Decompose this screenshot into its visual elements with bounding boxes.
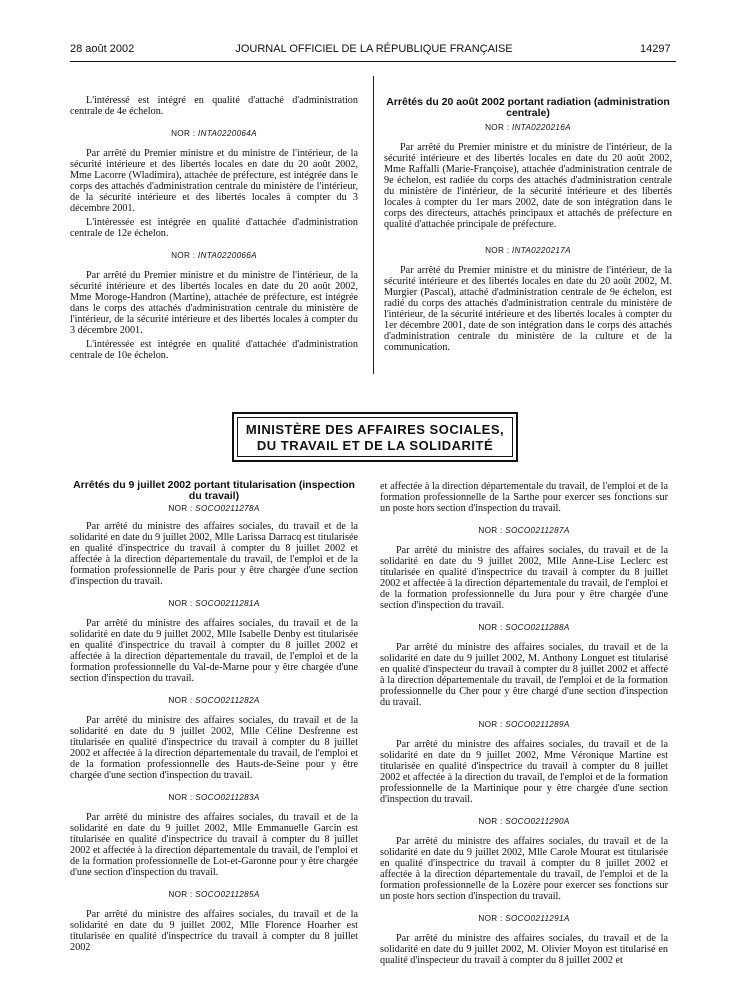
section-title: Arrêtés du 20 août 2002 portant radiation (administration centrale) bbox=[386, 96, 670, 119]
paragraph: et affectée à la direction départementale du travail, de l'emploi et de la formation professionnelle de la Sarthe pour exercer ses fonctions sur un poste hors section d'inspection du travail. bbox=[380, 481, 668, 514]
nor-reference: NOR : SOCO0211285A bbox=[168, 890, 260, 899]
paragraph: L'intéressée est intégrée en qualité d'attachée d'administration centrale de 12e échelon. bbox=[70, 217, 358, 239]
paragraph: Par arrêté du ministre des affaires sociales, du travail et de la solidarité en date du 9 juillet 2002, M. Olivier Moyon est titularisé en qualité d'inspecteur du travail à compter du 8 juillet 2002 et bbox=[380, 933, 668, 966]
paragraph: Par arrêté du Premier ministre et du ministre de l'intérieur, de la sécurité intérieure et des libertés locales en date du 20 août 2002, Mme Lacorre (Wladimira), attachée de préfecture, est intégrée dans le corps des attachés d'administration centrale du ministère de l'intérieur, de la sécurité intérieure et des libertés locales à compter du 3 décembre 2001. bbox=[70, 148, 358, 214]
bottom-left-column bbox=[70, 480, 358, 956]
ministry-name-line-2: DU TRAVAIL ET DE LA SOLIDARITÉ bbox=[256, 438, 494, 453]
paragraph: Par arrêté du ministre des affaires sociales, du travail et de la solidarité en date du 9 juillet 2002, Mlle Larissa Darracq est titularisée en qualité d'inspectrice du travail à compter du 8 juillet 2002 et affectée à la direction départementale du travail, de l'emploi et de la formation professionnelle de Paris pour y être chargée d'une section d'inspection du travail. bbox=[70, 521, 358, 587]
paragraph: L'intéressé est intégré en qualité d'attaché d'administration centrale de 4e échelon. bbox=[70, 95, 358, 117]
nor-reference: NOR : SOCO0211283A bbox=[168, 793, 260, 802]
nor-reference: NOR : SOCO0211282A bbox=[168, 696, 260, 705]
nor-reference: NOR : SOCO0211291A bbox=[478, 914, 570, 923]
bottom-right-column bbox=[380, 481, 668, 969]
nor-reference: NOR : SOCO0211289A bbox=[478, 720, 570, 729]
paragraph: Par arrêté du ministre des affaires sociales, du travail et de la solidarité en date du 9 juillet 2002, Mlle Carole Mourat est titularisée en qualité d'inspectrice du travail à compter du 8 juillet 2002 et affectée à la direction départementale du travail, de l'emploi et de la formation professionnelle de la Lozère pour exercer ses fonctions sur un poste hors section d'inspection du travail. bbox=[380, 836, 668, 902]
nor-reference: NOR : INTA0220066A bbox=[171, 251, 257, 260]
paragraph: Par arrêté du ministre des affaires sociales, du travail et de la solidarité en date du 9 juillet 2002, Mlle Anne-Lise Leclerc est titularisée en qualité d'inspectrice du travail à compter du 8 juillet 2002 et affectée à la direction départementale du travail, de l'emploi et de la formation professionnelle du Jura pour y être chargée d'une section d'inspection du travail. bbox=[380, 545, 668, 611]
paragraph: Par arrêté du ministre des affaires sociales, du travail et de la solidarité en date du 9 juillet 2002, Mlle Emmanuelle Garcin est titularisée en qualité d'inspectrice du travail à compter du 8 juillet 2002 et affectée à la direction départementale du travail, de l'emploi et de la formation professionnelle de Lot-et-Garonne pour y être chargée d'une section d'inspection du travail. bbox=[70, 812, 358, 878]
header-date: 28 août 2002 bbox=[70, 43, 135, 55]
ministry-name-line-1: MINISTÈRE DES AFFAIRES SOCIALES, bbox=[245, 422, 505, 437]
paragraph: Par arrêté du ministre des affaires sociales, du travail et de la solidarité en date du 9 juillet 2002, Mlle Isabelle Denby est titularisée en qualité d'inspectrice du travail à compter du 8 juillet 2002 et affectée à la direction départementale du travail, de l'emploi et de la formation professionnelle du Val-de-Marne pour y être chargée d'une section d'inspection du travail. bbox=[70, 618, 358, 684]
nor-reference: NOR : SOCO0211288A bbox=[478, 623, 570, 632]
paragraph: Par arrêté du Premier ministre et du ministre de l'intérieur, de la sécurité intérieure et des libertés locales en date du 20 août 2002, Mme Moroge-Handron (Martine), attachée de préfecture, est intégrée dans le corps des attachés d'administration centrale du ministère de l'intérieur, de la sécurité intérieure et des libertés locales à compter du 3 décembre 2001. bbox=[70, 270, 358, 336]
nor-reference: NOR : SOCO0211281A bbox=[168, 599, 260, 608]
nor-reference: NOR : SOCO0211290A bbox=[478, 817, 570, 826]
ministry-heading-box bbox=[232, 412, 518, 462]
paragraph: Par arrêté du ministre des affaires sociales, du travail et de la solidarité en date du 9 juillet 2002, Mlle Céline Desfrenne est titularisée en qualité d'inspectrice du travail à compter du 8 juillet 2002 et affectée à la direction départementale du travail, de l'emploi et de la formation professionnelle des Hauts-de-Seine pour y être chargée d'une section d'inspection du travail. bbox=[70, 715, 358, 781]
top-right-column bbox=[384, 97, 672, 356]
top-left-column bbox=[70, 95, 358, 364]
nor-reference: NOR : INTA0220064A bbox=[171, 129, 257, 138]
paragraph: Par arrêté du Premier ministre et du ministre de l'intérieur, de la sécurité intérieure et des libertés locales en date du 20 août 2002, M. Murgier (Pascal), attaché d'administration centrale de 9e échelon, est radié du corps des attachés d'administration centrale du ministère de l'intérieur, de la sécurité intérieure et des libertés locales à compter du 1er décembre 2001, date de son intégration dans le corps des attachés d'administration centrale du ministère de la culture et de la communication. bbox=[384, 265, 672, 353]
header-rule bbox=[70, 61, 676, 62]
nor-reference: NOR : INTA0220216A bbox=[485, 123, 571, 132]
paragraph: Par arrêté du Premier ministre et du ministre de l'intérieur, de la sécurité intérieure et des libertés locales en date du 20 août 2002, Mme Raffalli (Marie-Françoise), attachée d'administration centrale de 9e échelon, est radiée du corps des attachés d'administration centrale du ministère de l'intérieur, de la sécurité intérieure et des libertés locales à compter du 1er mars 2002, date de son intégration dans le corps des directeurs, attachés principaux et attachés de préfecture en qualité d'attachée principale de préfecture. bbox=[384, 142, 672, 230]
column-divider bbox=[373, 76, 374, 374]
nor-reference: NOR : SOCO0211287A bbox=[478, 526, 570, 535]
paragraph: Par arrêté du ministre des affaires sociales, du travail et de la solidarité en date du 9 juillet 2002, Mlle Florence Hoarher est titularisée en qualité d'inspectrice du travail à compter du 8 juillet 2002 bbox=[70, 909, 358, 953]
header-journal-title: JOURNAL OFFICIEL DE LA RÉPUBLIQUE FRANÇAISE bbox=[235, 43, 513, 55]
nor-reference: NOR : INTA0220217A bbox=[485, 246, 571, 255]
nor-reference: NOR : SOCO0211278A bbox=[168, 504, 260, 513]
paragraph: L'intéressée est intégrée en qualité d'attachée d'administration centrale de 10e échelon. bbox=[70, 339, 358, 361]
paragraph: Par arrêté du ministre des affaires sociales, du travail et de la solidarité en date du 9 juillet 2002, M. Anthony Longuet est titularisé en qualité d'inspecteur du travail à compter du 8 juillet 2002 et affecté à la direction départementale du travail, de l'emploi et de la formation professionnelle du Cher pour y être chargé d'une section d'inspection du travail. bbox=[380, 642, 668, 708]
header-page-number: 14297 bbox=[640, 43, 671, 55]
section-title: Arrêtés du 9 juillet 2002 portant titularisation (inspection du travail) bbox=[73, 479, 355, 502]
paragraph: Par arrêté du ministre des affaires sociales, du travail et de la solidarité en date du 9 juillet 2002, Mme Véronique Martine est titularisée en qualité d'inspectrice du travail à compter du 8 juillet 2002 et affectée à la direction du travail, de l'emploi et de la formation professionnelle de la Martinique pour y être chargée d'une section d'inspection du travail. bbox=[380, 739, 668, 805]
